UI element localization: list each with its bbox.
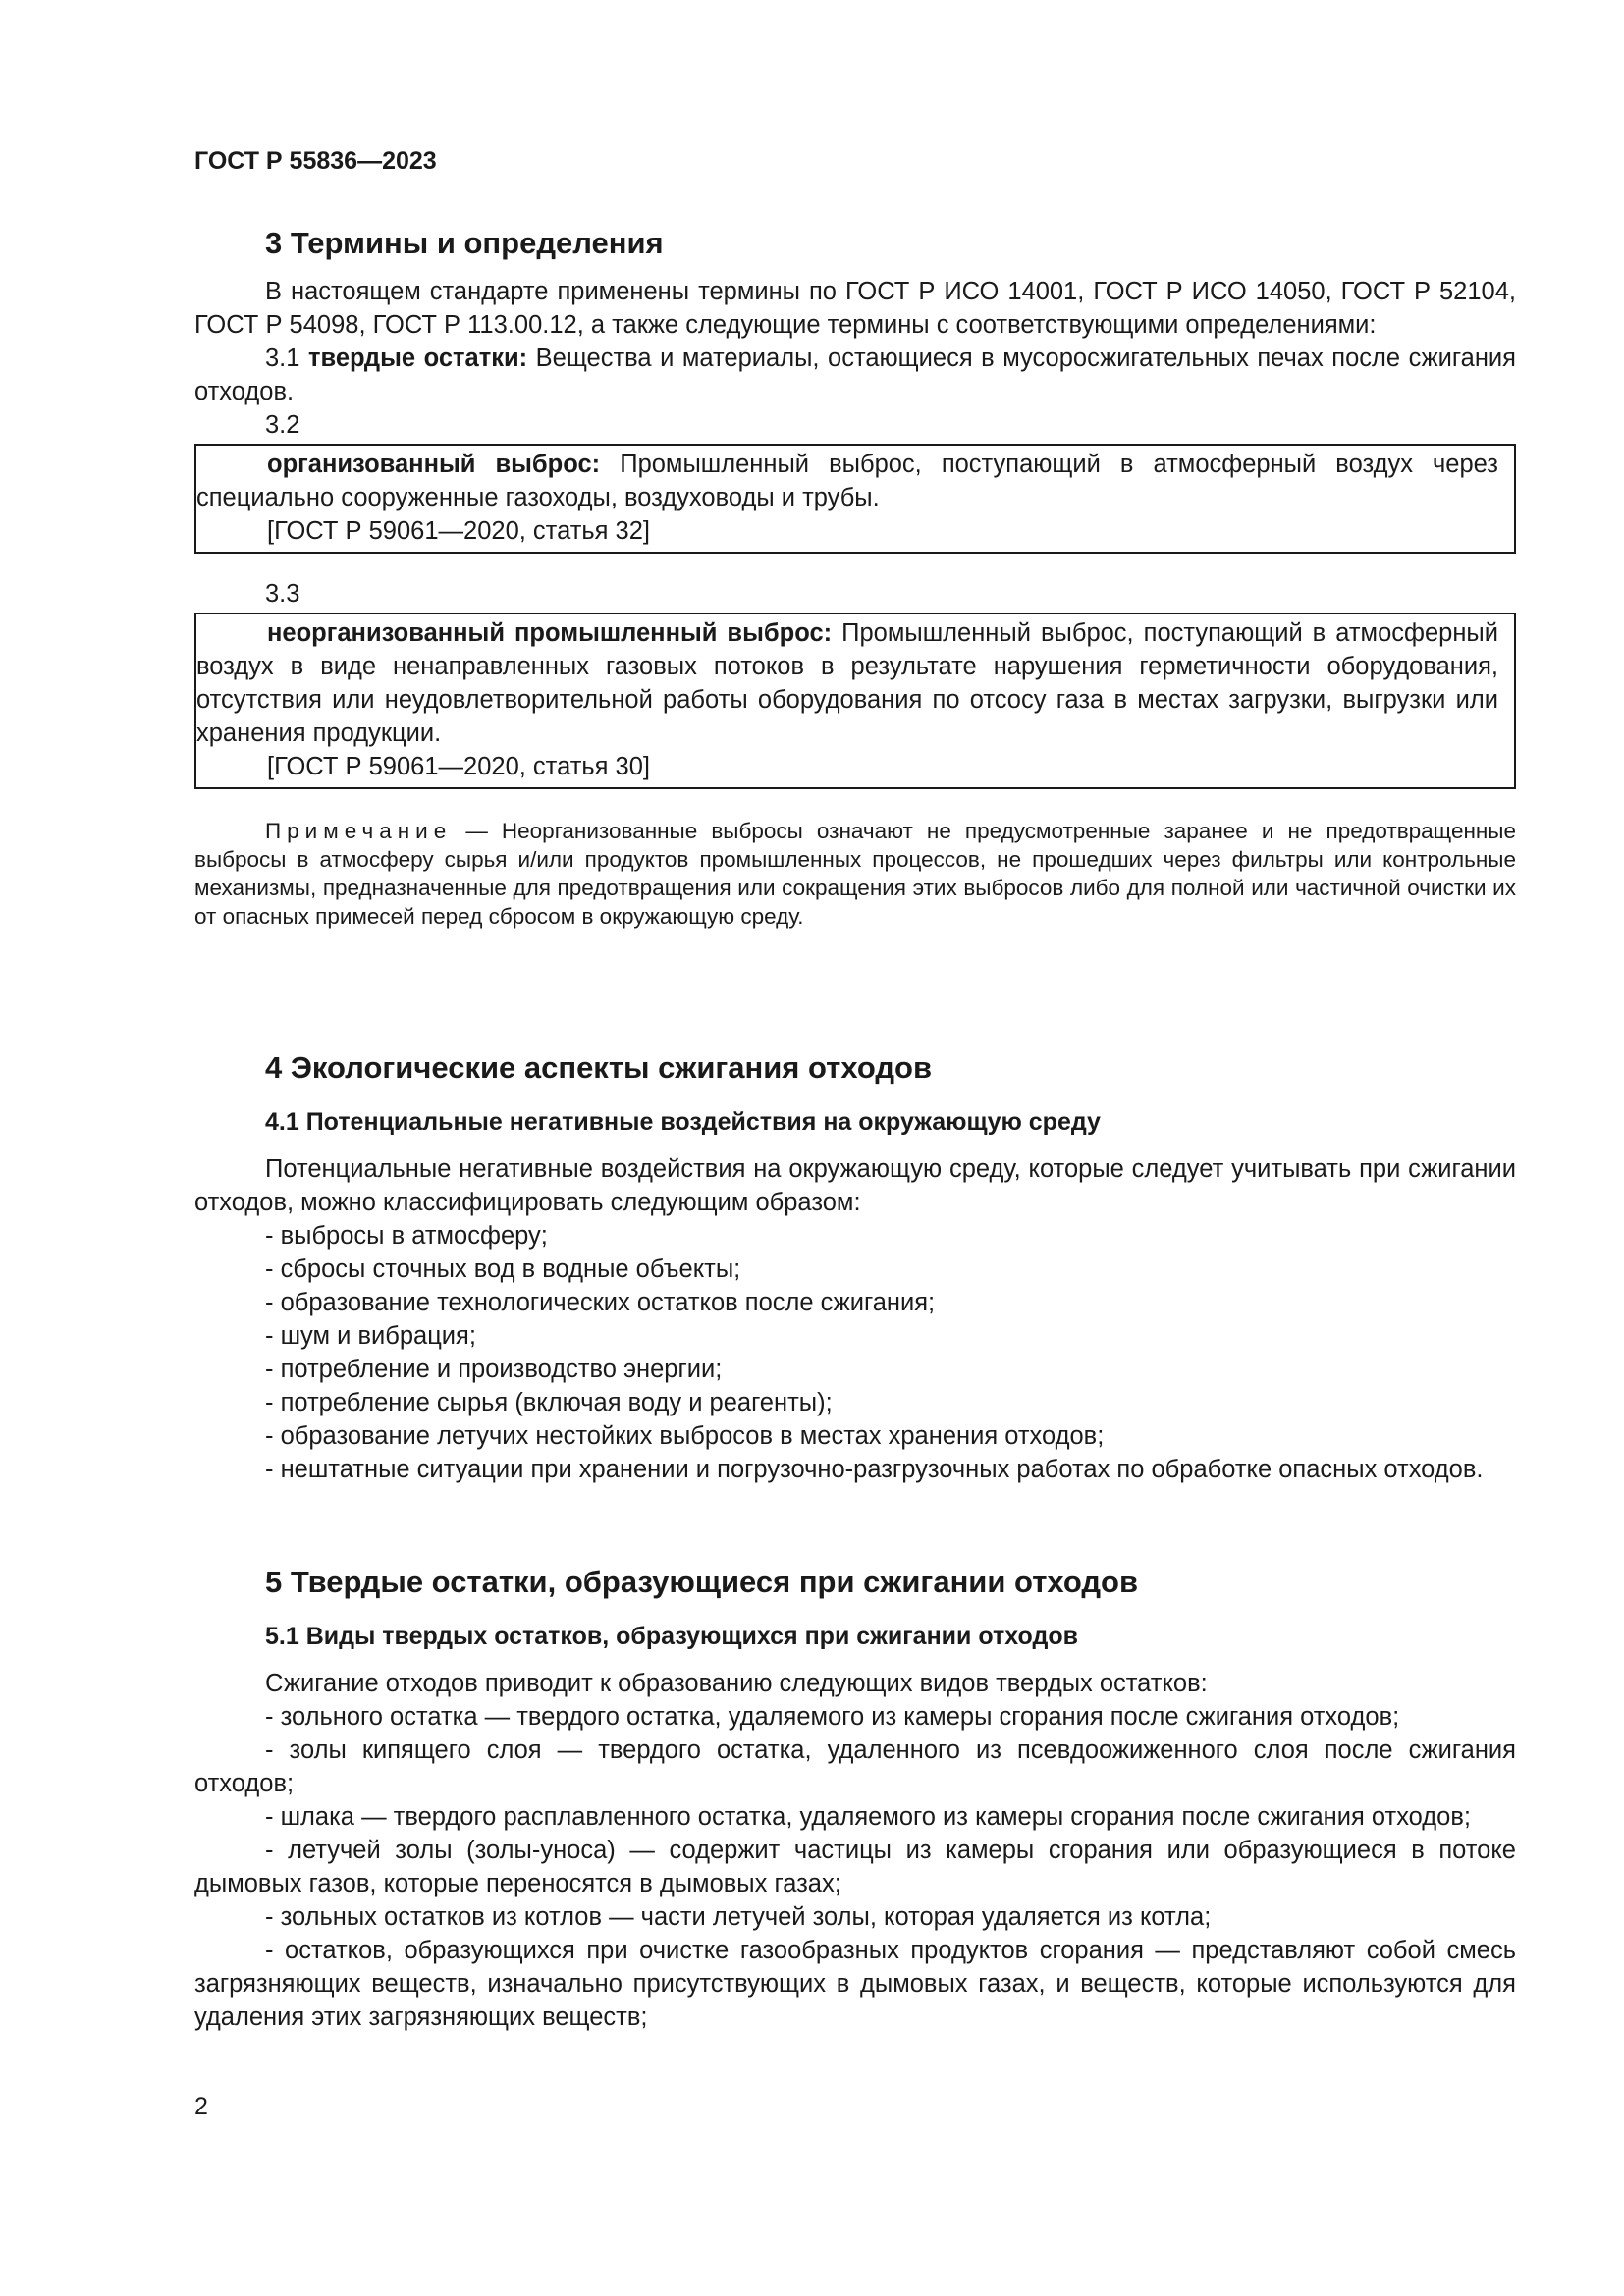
term-3-1-number: 3.1: [265, 345, 300, 372]
term-3-1-definition: Вещества и материалы, остающиеся в мусоросжигательных печах после сжигания отходов.: [194, 345, 1516, 405]
note: [194, 817, 1516, 931]
term-3-3-term: неорганизованный промышленный выброс:: [267, 619, 833, 647]
term-3-2-source: [ГОСТ Р 59061—2020, статья 32]: [267, 517, 650, 545]
term-3-2: [196, 448, 1498, 514]
list-item: - сбросы сточных вод в водные объекты;: [265, 1255, 741, 1283]
section-3-intro: В настоящем стандарте применены термины по ГОСТ Р ИСО 14001, ГОСТ Р ИСО 14050, ГОСТ Р 52104, ГОСТ Р 54098, ГОСТ Р 113.00.12, а также следующие термины с соответствующими определениями:: [194, 278, 1516, 339]
section-5-1-title: 5.1 Виды твердых остатков, образующихся при сжигании отходов: [265, 1623, 1078, 1650]
section-3: [194, 224, 1516, 931]
list-item: - летучей золы (золы-уноса) — содержит частицы из камеры сгорания или образующиеся в потоке дымовых газов, которые переносятся в дымовых газах;: [194, 1837, 1516, 1897]
term-3-2-term: организованный выброс:: [267, 451, 601, 478]
section-5: [194, 1563, 1516, 2034]
term-3-2-box: [194, 444, 1516, 554]
note-text: — Неорганизованные выбросы означают не предусмотренные заранее и не предотвращенные выбросы в атмосферу сырья и/или продуктов промышленных процессов, не прошедших через фильтры или контрольные механизмы, предназначенные для предотвращения или сокращения этих выбросов либо для полной или частичной очистки их от опасных примесей перед сбросом в окружающую среду.: [194, 819, 1516, 929]
term-3-1-term: твердые остатки:: [307, 345, 528, 372]
list-item: - нештатные ситуации при хранении и погрузочно-разгрузочных работах по обработке опасных отходов.: [265, 1456, 1484, 1483]
list-item: - шлака — твердого расплавленного остатка, удаляемого из камеры сгорания после сжигания отходов;: [265, 1803, 1471, 1831]
section-4-intro: Потенциальные негативные воздействия на окружающую среду, которые следует учитывать при сжигании отходов, можно классифицировать следующим образом:: [194, 1155, 1516, 1216]
section-4-title: 4 Экологические аспекты сжигания отходов: [265, 1050, 933, 1085]
note-label: Примечание: [265, 819, 453, 843]
list-item: - зольного остатка — твердого остатка, удаляемого из камеры сгорания после сжигания отходов;: [265, 1703, 1400, 1731]
list-item: - образование летучих нестойких выбросов в местах хранения отходов;: [265, 1422, 1105, 1450]
document-header: ГОСТ Р 55836—2023: [194, 147, 437, 175]
term-3-2-definition: Промышленный выброс, поступающий в атмосферный воздух через специально сооруженные газоходы, воздуховоды и трубы.: [196, 451, 1498, 511]
section-5-title: 5 Твердые остатки, образующиеся при сжигании отходов: [265, 1565, 1139, 1599]
term-3-3: [196, 616, 1498, 750]
list-item: - потребление сырья (включая воду и реагенты);: [265, 1389, 833, 1416]
list-item: - шум и вибрация;: [265, 1322, 476, 1350]
term-3-3-box: [194, 613, 1516, 789]
term-3-3-number: 3.3: [265, 580, 300, 608]
term-3-3-source: [ГОСТ Р 59061—2020, статья 30]: [267, 753, 650, 780]
section-4-1-title: 4.1 Потенциальные негативные воздействия на окружающую среду: [265, 1108, 1101, 1136]
term-3-1: [194, 342, 1516, 408]
section-4: [194, 1048, 1516, 1486]
list-item: - выбросы в атмосферу;: [265, 1222, 548, 1250]
term-3-2-number: 3.2: [265, 411, 300, 439]
section-3-title: 3 Термины и определения: [265, 226, 664, 260]
term-3-3-definition: Промышленный выброс, поступающий в атмосферный воздух в виде ненаправленных газовых потоков в результате нарушения герметичности оборудования, отсутствия или неудовлетворительной работы оборудования по отсосу газа в местах загрузки, выгрузки или хранения продукции.: [196, 619, 1498, 747]
list-item: - остатков, образующихся при очистке газообразных продуктов сгорания — представляют собой смесь загрязняющих веществ, изначально присутствующих в дымовых газах, и веществ, которые используются для удаления этих загрязняющих веществ;: [194, 1937, 1516, 2031]
list-item: - зольных остатков из котлов — части летучей золы, которая удаляется из котла;: [265, 1903, 1212, 1931]
list-item: - потребление и производство энергии;: [265, 1356, 723, 1383]
list-item: - золы кипящего слоя — твердого остатка, удаленного из псевдоожиженного слоя после сжигания отходов;: [194, 1736, 1516, 1797]
list-item: - образование технологических остатков после сжигания;: [265, 1289, 936, 1316]
section-5-intro: Сжигание отходов приводит к образованию следующих видов твердых остатков:: [265, 1670, 1208, 1697]
page-number: 2: [194, 2093, 208, 2120]
